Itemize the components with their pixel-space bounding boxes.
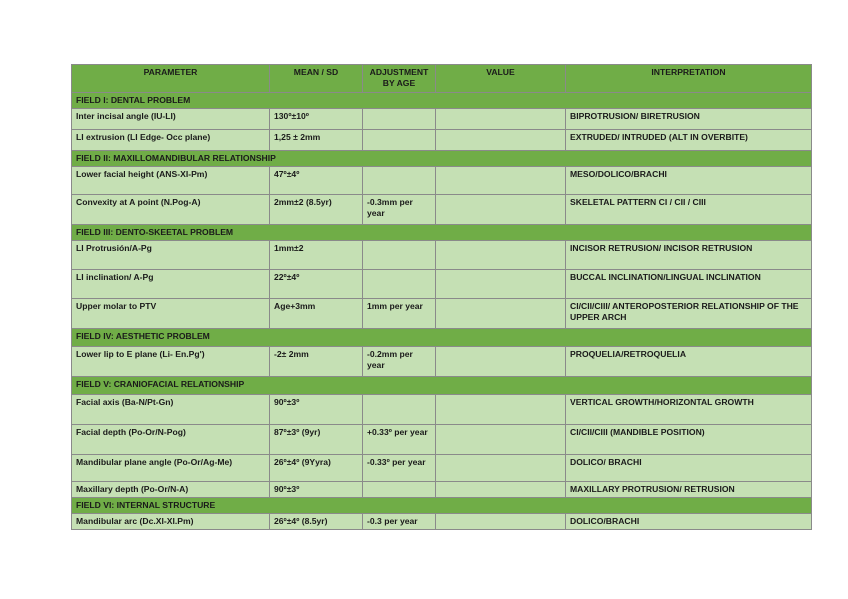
adjustment-cell: +0.33º per year xyxy=(363,425,436,455)
table-row xyxy=(72,482,812,498)
value-cell xyxy=(436,167,566,195)
section-title: FIELD IV: AESTHETIC PROBLEM xyxy=(72,329,812,347)
adjustment-cell: -0.3 per year xyxy=(363,514,436,530)
value-cell xyxy=(436,299,566,329)
section-title: FIELD III: DENTO-SKEETAL PROBLEM xyxy=(72,225,812,241)
mean-sd-cell: Age+3mm xyxy=(270,299,363,329)
mean-sd-cell: 47º±4º xyxy=(270,167,363,195)
interpretation-cell: BIPROTRUSION/ BIRETRUSION xyxy=(566,109,812,130)
table-row xyxy=(72,130,812,151)
interpretation-cell: CI/CII/CIII (MANDIBLE POSITION) xyxy=(566,425,812,455)
mean-sd-cell: 1mm±2 xyxy=(270,241,363,270)
section-row xyxy=(72,377,812,395)
mean-sd-cell: 130º±10º xyxy=(270,109,363,130)
table-row xyxy=(72,347,812,377)
mean-sd-cell: 2mm±2 (8.5yr) xyxy=(270,195,363,225)
cephalometric-table xyxy=(71,64,812,530)
interpretation-cell: INCISOR RETRUSION/ INCISOR RETRUSION xyxy=(566,241,812,270)
table-row xyxy=(72,167,812,195)
table-row xyxy=(72,241,812,270)
value-cell xyxy=(436,195,566,225)
section-title: FIELD I: DENTAL PROBLEM xyxy=(72,93,812,109)
value-cell xyxy=(436,425,566,455)
mean-sd-cell: -2± 2mm xyxy=(270,347,363,377)
adjustment-cell: -0.33º per year xyxy=(363,455,436,482)
parameter-cell: Mandibular plane angle (Po-Or/Ag-Me) xyxy=(72,455,270,482)
header-mean-sd: MEAN / SD xyxy=(270,65,363,93)
value-cell xyxy=(436,395,566,425)
section-title: FIELD V: CRANIOFACIAL RELATIONSHIP xyxy=(72,377,812,395)
interpretation-cell: PROQUELIA/RETROQUELIA xyxy=(566,347,812,377)
adjustment-cell xyxy=(363,130,436,151)
parameter-cell: Maxillary depth (Po-Or/N-A) xyxy=(72,482,270,498)
table-row xyxy=(72,514,812,530)
mean-sd-cell: 87º±3º (9yr) xyxy=(270,425,363,455)
table-row xyxy=(72,395,812,425)
parameter-cell: Convexity at A point (N.Pog-A) xyxy=(72,195,270,225)
section-row xyxy=(72,151,812,167)
table-row xyxy=(72,455,812,482)
parameter-cell: Facial depth (Po-Or/N-Pog) xyxy=(72,425,270,455)
adjustment-cell xyxy=(363,109,436,130)
header-parameter: PARAMETER xyxy=(72,65,270,93)
value-cell xyxy=(436,482,566,498)
parameter-cell: LI extrusion (LI Edge- Occ plane) xyxy=(72,130,270,151)
mean-sd-cell: 1,25 ± 2mm xyxy=(270,130,363,151)
section-row xyxy=(72,93,812,109)
section-row xyxy=(72,329,812,347)
adjustment-cell xyxy=(363,395,436,425)
interpretation-cell: MAXILLARY PROTRUSION/ RETRUSION xyxy=(566,482,812,498)
section-title: FIELD II: MAXILLOMANDIBULAR RELATIONSHIP xyxy=(72,151,812,167)
value-cell xyxy=(436,347,566,377)
interpretation-cell: CI/CII/CIII/ ANTEROPOSTERIOR RELATIONSHIP OF THE UPPER ARCH xyxy=(566,299,812,329)
header-interpretation: INTERPRETATION xyxy=(566,65,812,93)
parameter-cell: Inter incisal angle (IU-LI) xyxy=(72,109,270,130)
header-value: VALUE xyxy=(436,65,566,93)
section-row xyxy=(72,498,812,514)
parameter-cell: Mandibular arc (Dc.XI-XI.Pm) xyxy=(72,514,270,530)
table-row xyxy=(72,425,812,455)
mean-sd-cell: 26º±4º (9Yyra) xyxy=(270,455,363,482)
section-row xyxy=(72,225,812,241)
parameter-cell: LI Protrusión/A-Pg xyxy=(72,241,270,270)
value-cell xyxy=(436,241,566,270)
value-cell xyxy=(436,130,566,151)
table-row xyxy=(72,270,812,299)
adjustment-cell: -0.3mm per year xyxy=(363,195,436,225)
adjustment-cell: -0.2mm per year xyxy=(363,347,436,377)
table-row xyxy=(72,195,812,225)
interpretation-cell: DOLICO/ BRACHI xyxy=(566,455,812,482)
interpretation-cell: VERTICAL GROWTH/HORIZONTAL GROWTH xyxy=(566,395,812,425)
header-row xyxy=(72,65,812,93)
parameter-cell: Lower lip to E plane (Li- En.Pg') xyxy=(72,347,270,377)
interpretation-cell: SKELETAL PATTERN CI / CII / CIII xyxy=(566,195,812,225)
value-cell xyxy=(436,514,566,530)
mean-sd-cell: 90º±3º xyxy=(270,482,363,498)
table-row xyxy=(72,299,812,329)
interpretation-cell: BUCCAL INCLINATION/LINGUAL INCLINATION xyxy=(566,270,812,299)
value-cell xyxy=(436,270,566,299)
parameter-cell: LI inclination/ A-Pg xyxy=(72,270,270,299)
value-cell xyxy=(436,109,566,130)
section-title: FIELD VI: INTERNAL STRUCTURE xyxy=(72,498,812,514)
mean-sd-cell: 22º±4º xyxy=(270,270,363,299)
value-cell xyxy=(436,455,566,482)
adjustment-cell: 1mm per year xyxy=(363,299,436,329)
mean-sd-cell: 90º±3º xyxy=(270,395,363,425)
adjustment-cell xyxy=(363,241,436,270)
adjustment-cell xyxy=(363,270,436,299)
parameter-cell: Facial axis (Ba-N/Pt-Gn) xyxy=(72,395,270,425)
mean-sd-cell: 26º±4º (8.5yr) xyxy=(270,514,363,530)
header-adjustment: ADJUSTMENT BY AGE xyxy=(363,65,436,93)
interpretation-cell: EXTRUDED/ INTRUDED (ALT IN OVERBITE) xyxy=(566,130,812,151)
adjustment-cell xyxy=(363,482,436,498)
parameter-cell: Lower facial height (ANS-XI-Pm) xyxy=(72,167,270,195)
table-row xyxy=(72,109,812,130)
interpretation-cell: MESO/DOLICO/BRACHI xyxy=(566,167,812,195)
interpretation-cell: DOLICO/BRACHI xyxy=(566,514,812,530)
adjustment-cell xyxy=(363,167,436,195)
parameter-cell: Upper molar to PTV xyxy=(72,299,270,329)
